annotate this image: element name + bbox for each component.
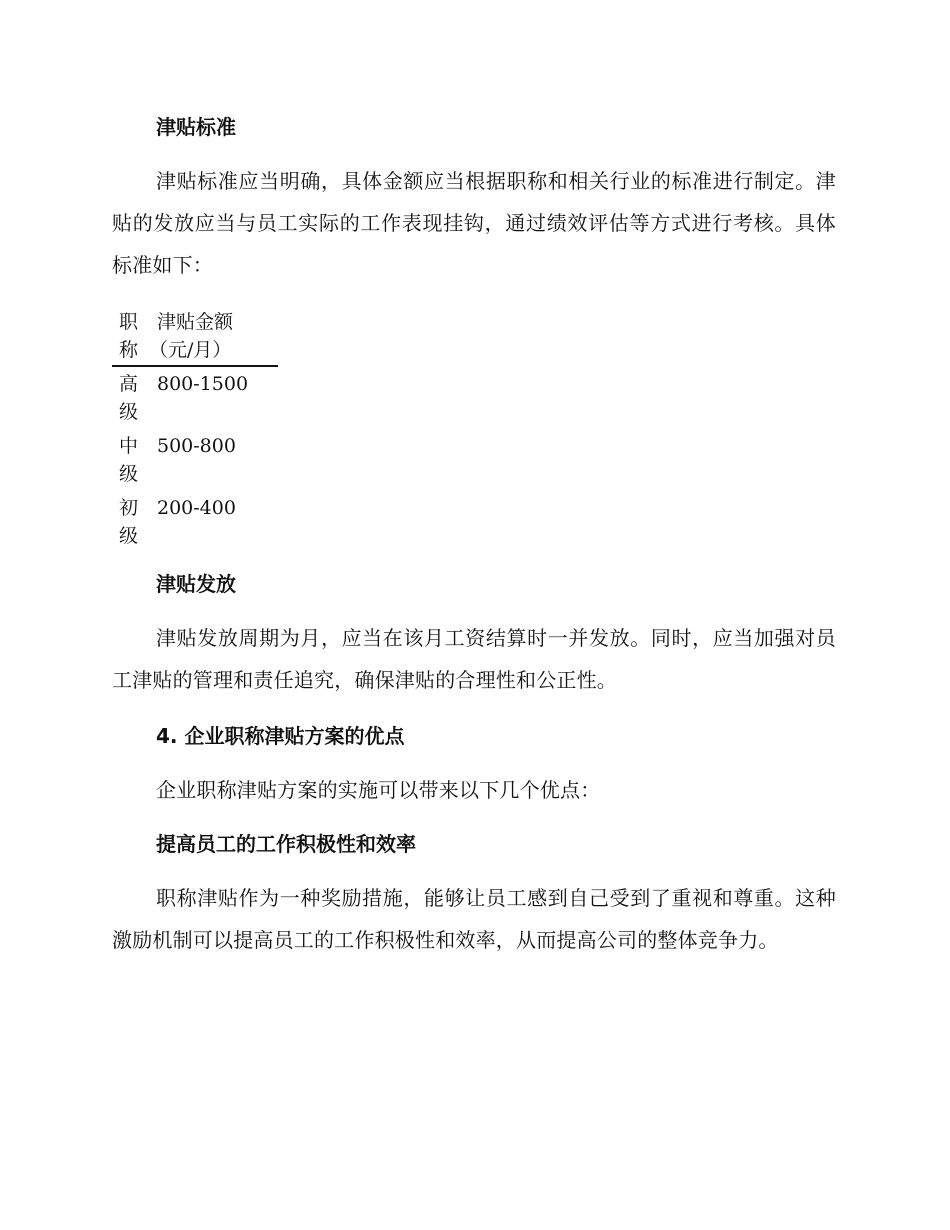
section-heading-standard: 津贴标准 [156, 115, 236, 139]
section-heading-advantages: 4. 企业职称津贴方案的优点 [156, 724, 405, 748]
table-row [112, 429, 278, 491]
table-row [112, 491, 278, 553]
paragraph-standard: 津贴标准应当明确，具体金额应当根据职称和相关行业的标准进行制定。津贴的发放应当与员工实际的工作表现挂钩，通过绩效评估等方式进行考核。具体标准如下： [112, 169, 836, 277]
header-amount-line1: 津贴金额 [157, 311, 234, 333]
section-heading-payment: 津贴发放 [156, 572, 236, 596]
row-title: 高级 [119, 373, 139, 423]
paragraph-efficiency: 职称津贴作为一种奖励措施，能够让员工感到自己受到了重视和尊重。这种激励机制可以提高员工的工作积极性和效率，从而提高公司的整体竞争力。 [112, 886, 836, 952]
row-title: 初级 [119, 497, 139, 547]
table-header [112, 308, 278, 367]
allowance-table [112, 308, 278, 553]
row-amount: 500-800 [157, 435, 236, 457]
header-amount-line2: （元/月） [149, 339, 232, 361]
row-title: 中级 [119, 435, 139, 485]
row-amount: 800-1500 [157, 373, 249, 395]
paragraph-payment: 津贴发放周期为月，应当在该月工资结算时一并发放。同时，应当加强对员工津贴的管理和责任追究，确保津贴的合理性和公正性。 [112, 626, 836, 692]
paragraph-advantages: 企业职称津贴方案的实施可以带来以下几个优点： [156, 778, 601, 802]
row-amount: 200-400 [157, 497, 236, 519]
table-row [112, 367, 278, 429]
section-heading-efficiency: 提高员工的工作积极性和效率 [156, 832, 416, 856]
header-amount [149, 308, 234, 364]
header-title: 职称 [119, 311, 139, 361]
